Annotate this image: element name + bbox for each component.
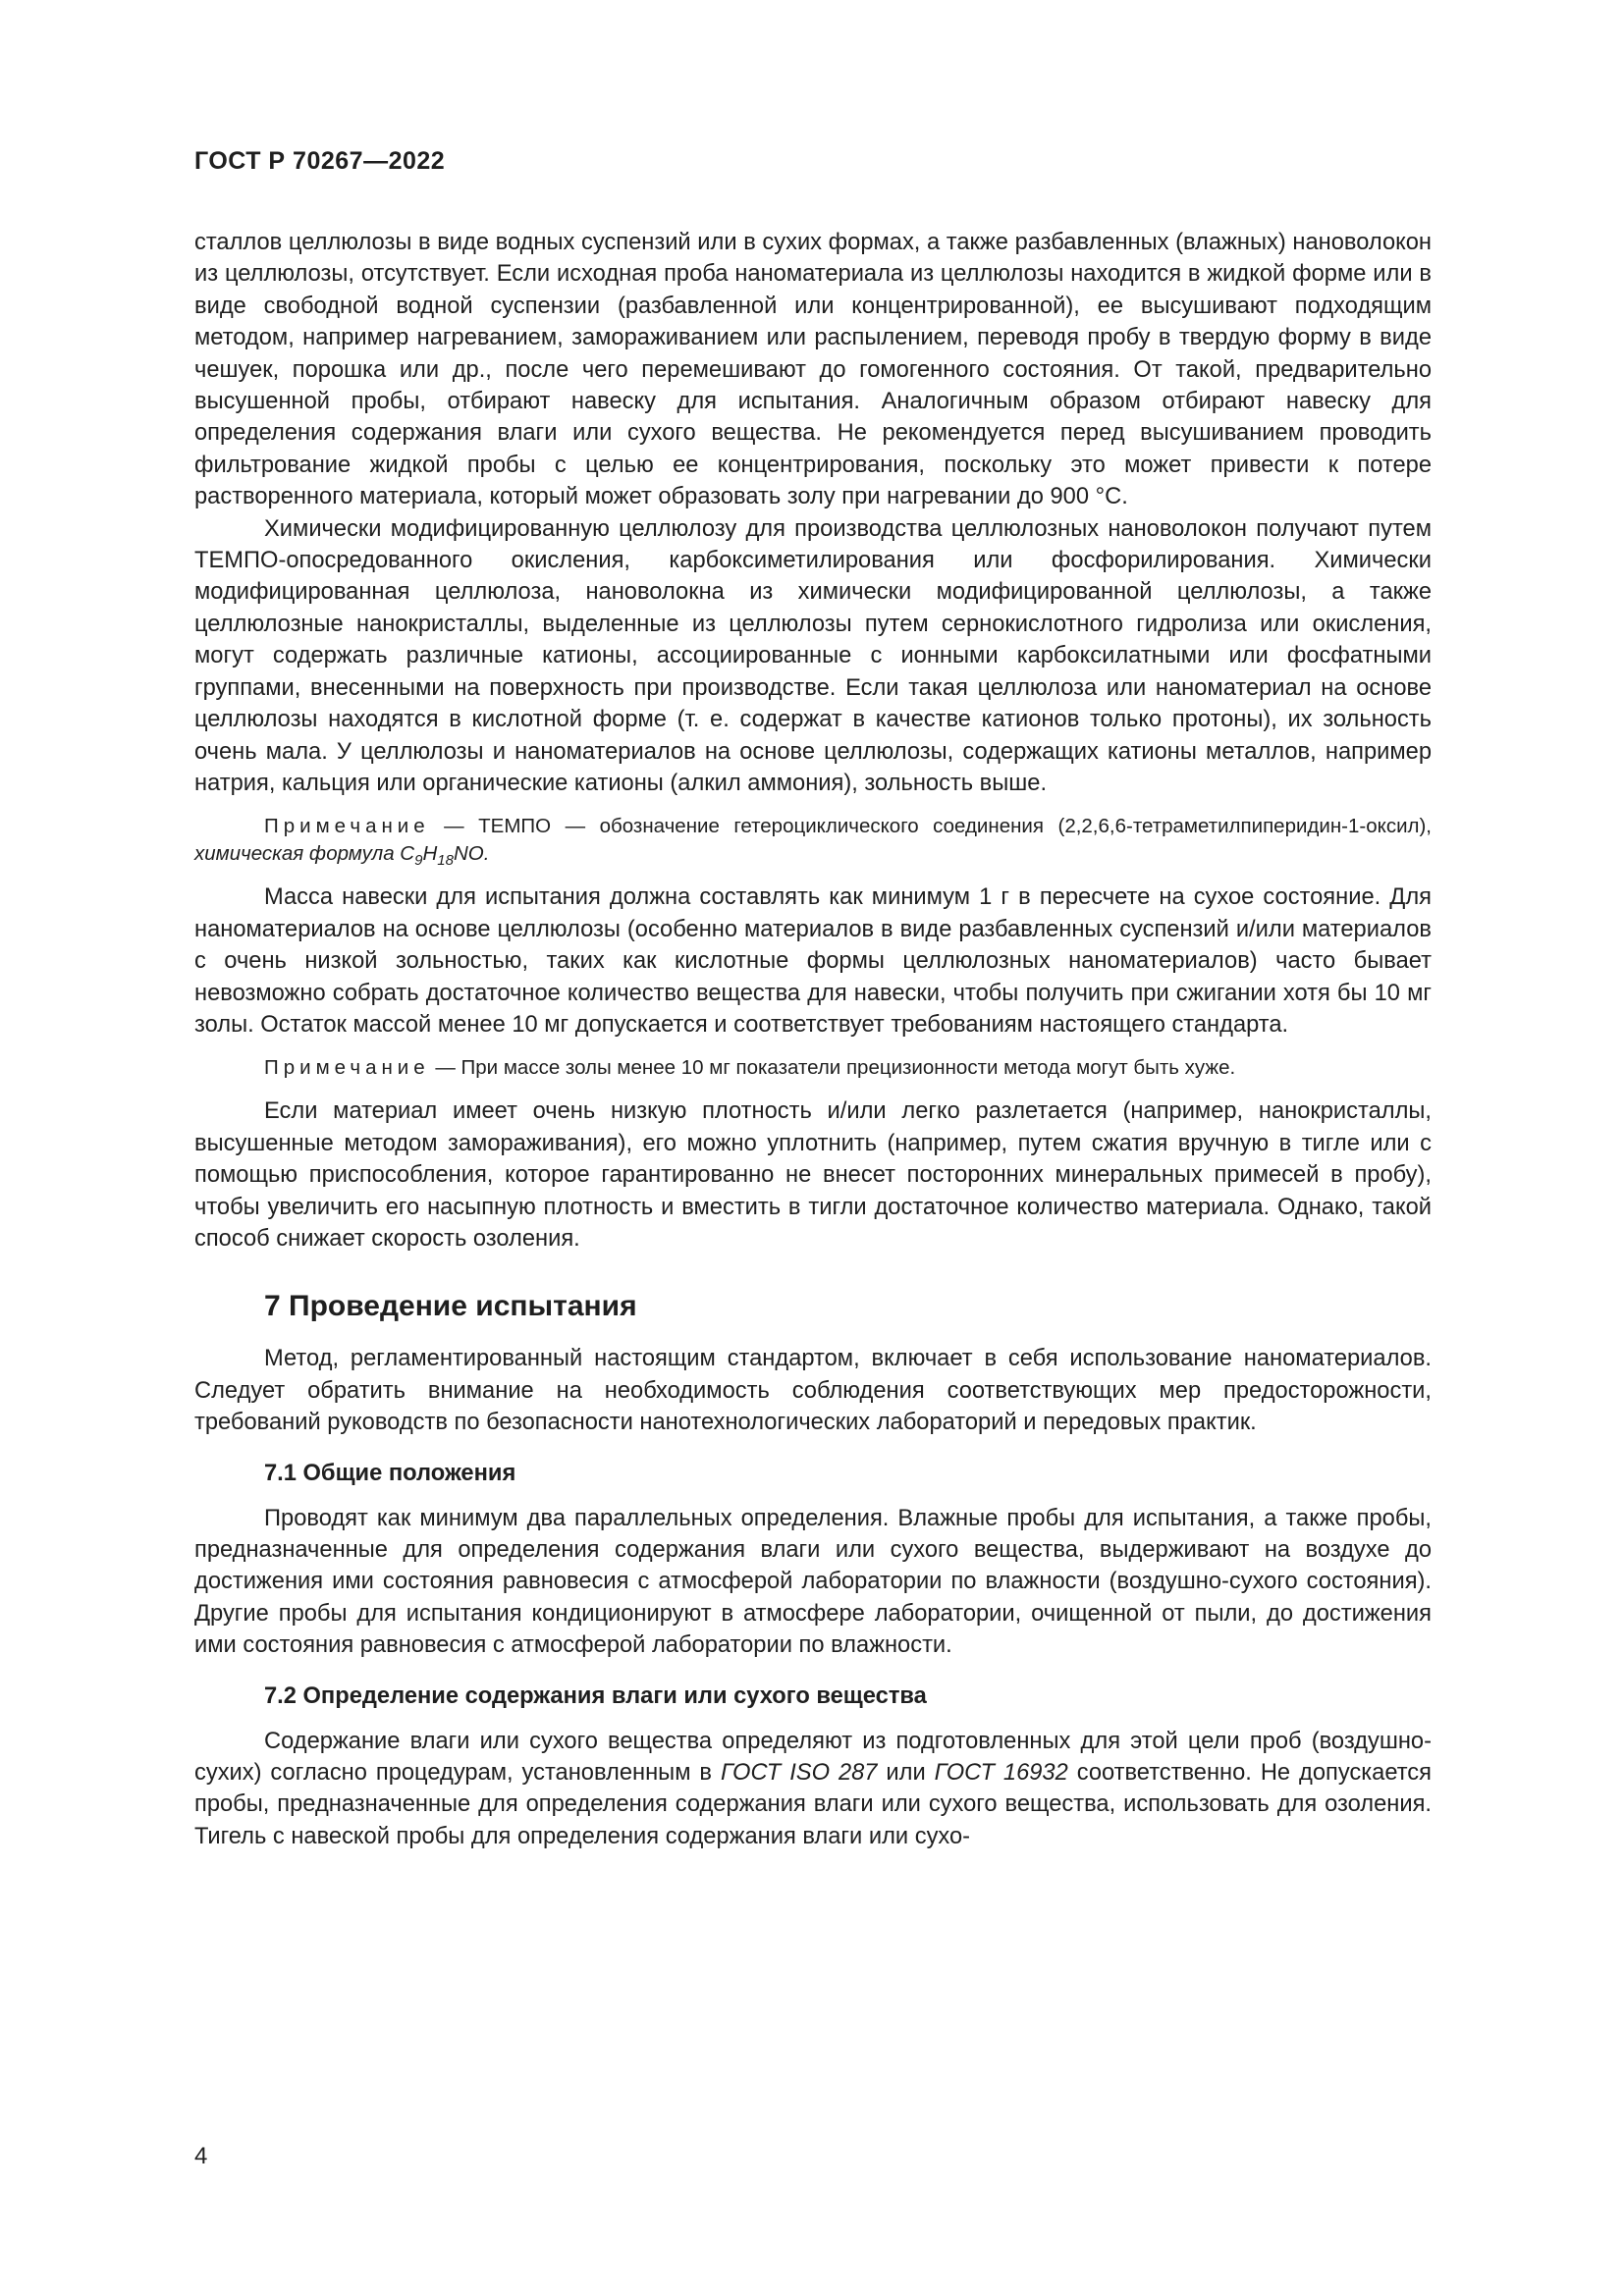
note-ash-mass	[194, 1054, 1432, 1082]
page-number: 4	[194, 2143, 208, 2169]
paragraph-continued: сталлов целлюлозы в виде водных суспензий или в сухих формах, а также разбавленных (влажных) нановолокон из целлюлозы, отсутствует. Если исходная проба наноматериала из целлюлозы находится в жидкой форме или в виде свободной водной суспензии (разбавленной или концентрированной), ее высушивают подходящим методом, например нагреванием, замораживанием или распылением, переводя пробу в твердую форму в виде чешуек, порошка или др., после чего перемешивают до гомогенного состояния. От такой, предварительно высушенной пробы, отбирают навеску для испытания. Аналогичным образом отбирают навеску для определения содержания влаги или сухого вещества. Не рекомендуется перед высушиванием проводить фильтрование жидкой пробы с целью ее концентрирования, поскольку это может привести к потере растворенного материала, который может образовать золу при нагревании до 900 °С.	[194, 230, 1432, 510]
reference-gost-iso-287: ГОСТ ISO 287	[720, 1760, 878, 1787]
paragraph-modified-cellulose: Химически модифицированную целлюлозу для производства целлюлозных нановолокон получают путем ТЕМПО-опосредованного окисления, карбоксиметилирования или фосфорилирования. Химически модифицированная целлюлоза, нановолокна из химически модифицированной целлюлозы, а также целлюлозные нанокристаллы, выделенные из целлюлозы путем сернокислотного гидролиза или окисления, могут содержать различные катионы, ассоциированные с ионными карбоксилатными или фосфатными группами, внесенными на поверхность при производстве. Если такая целлюлоза или наноматериал на основе целлюлозы находятся в кислотной форме (т. е. содержат в качестве катионов только протоны), их зольность очень мала. У целлюлозы и наноматериалов на основе целлюлозы, содержащих катионы металлов, например натрия, кальция или органические катионы (алкил аммония), зольность выше.	[194, 515, 1432, 796]
paragraph-section-7: Метод, регламентированный настоящим стандартом, включает в себя использование наноматериалов. Следует обратить внимание на необходимость соблюдения соответствующих мер предосторожности, требований руководств по безопасности нанотехнологических лабораторий и передовых практик.	[194, 1346, 1432, 1436]
section-title-7: 7 Проведение испытания	[264, 1290, 637, 1323]
formula-sub-9: 9	[414, 852, 423, 870]
subsection-title-7-2: 7.2 Определение содержания влаги или сухого вещества	[264, 1682, 927, 1709]
formula-h: H	[422, 842, 438, 866]
note-tempo	[194, 813, 1432, 868]
subsection-title-7-1: 7.1 Общие положения	[264, 1460, 516, 1486]
formula-end: NO.	[453, 842, 490, 866]
paragraph-section-7-1: Проводят как минимум два параллельных определения. Влажные пробы для испытания, а также пробы, предназначенные для определения содержания влаги или сухого вещества, выдерживают на воздухе до достижения ими состояния равновесия с атмосферой лаборатории по влажности (воздушно-сухого состояния). Другие пробы для испытания кондиционируют в атмосфере лаборатории, очищенной от пыли, до достижения ими состояния равновесия с атмосферой лаборатории по влажности.	[194, 1505, 1432, 1659]
note-label: Примечание	[264, 1056, 430, 1080]
text-part: или	[877, 1760, 935, 1787]
formula-sub-18: 18	[437, 852, 454, 870]
paragraph-sample-mass: Масса навески для испытания должна составлять как минимум 1 г в пересчете на сухое состояние. Для наноматериалов на основе целлюлозы (особенно материалов в виде разбавленных суспензий и/или материалов с очень низкой зольностью, таких как кислотные формы целлюлозных наноматериалов) часто бывает невозможно собрать достаточное количество вещества для навески, чтобы получить при сжигании хотя бы 10 мг золы. Остаток массой менее 10 мг допускается и соответствует требованиям настоящего стандарта.	[194, 884, 1432, 1038]
paragraph-section-7-2	[194, 1726, 1432, 1853]
paragraph-low-density: Если материал имеет очень низкую плотность и/или легко разлетается (например, нанокристаллы, высушенные методом замораживания), его можно уплотнить (например, путем сжатия вручную в тигле или с помощью приспособления, которое гарантированно не внесет посторонних минеральных примесей в пробу), чтобы увеличить его насыпную плотность и вместить в тигли достаточное количество материала. Однако, такой способ снижает скорость озоления.	[194, 1098, 1432, 1252]
note-text: — При массе золы менее 10 мг показатели прецизионности метода могут быть хуже.	[429, 1056, 1236, 1080]
formula-prefix: химическая формула C	[194, 842, 415, 866]
document-page	[194, 147, 1432, 1852]
text-part: Содержание влаги или сухого вещества определяют из подготовленных для этой цели проб (воздушно-сухих) согласно процедурам, установленным в	[194, 1728, 1432, 1787]
note-text: — ТЕМПО — обозначение гетероциклического соединения (2,2,6,6-тетраметилпиперидин-1-оксил),	[429, 815, 1432, 838]
document-header: ГОСТ Р 70267—2022	[194, 147, 446, 175]
reference-gost-16932: ГОСТ 16932	[934, 1760, 1068, 1787]
note-label: Примечание	[264, 815, 430, 838]
text-part: соответственно. Не допускается пробы, предназначенные для определения содержания влаги или сухого вещества, использовать для озоления. Тигель с навеской пробы для определения содержания влаги или сухо-	[194, 1760, 1432, 1849]
